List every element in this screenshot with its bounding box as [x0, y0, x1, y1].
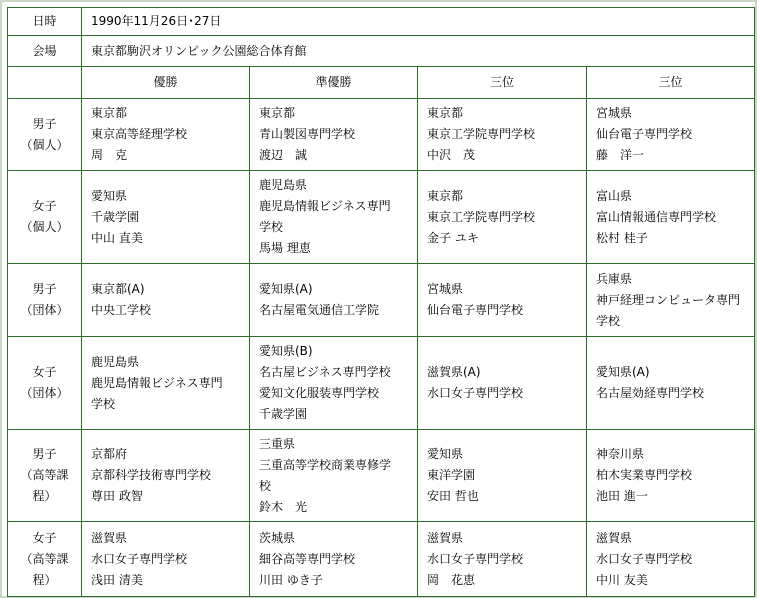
- result-cell-runner-up: [250, 522, 418, 597]
- result-line: 水口女子専門学校: [427, 386, 524, 400]
- result-line: 学校: [259, 220, 284, 234]
- result-line: 水口女子専門学校: [91, 551, 188, 566]
- result-line: 京都府: [91, 447, 128, 461]
- category-label-line: 男子: [32, 447, 57, 461]
- result-line: 青山製図専門学校: [259, 127, 356, 141]
- result-cell-champion: [82, 337, 250, 430]
- date-value: 1990年11月26日･27日: [82, 8, 755, 36]
- result-line: 宮城県: [427, 282, 464, 296]
- result-line: 神戸経理コンピュータ専門: [596, 292, 741, 307]
- category-label-line: 女子: [32, 530, 57, 545]
- result-cell-runner-up: [250, 337, 418, 430]
- venue-value: 東京都駒沢オリンピック公園総合体育館: [82, 36, 755, 67]
- result-rows: [8, 99, 755, 597]
- category-label-line: （個人）: [20, 220, 69, 234]
- result-line: 愛知県: [91, 188, 128, 203]
- result-line: 東京都: [427, 106, 464, 120]
- result-line: 滋賀県: [596, 530, 633, 545]
- result-line: 愛知文化服装専門学校: [259, 386, 380, 400]
- category-label-line: 程）: [32, 572, 57, 587]
- category-label: [8, 99, 82, 171]
- result-line: 愛知県(A): [596, 365, 650, 379]
- result-line: 宮城県: [596, 106, 633, 120]
- result-line: 岡 花恵: [427, 572, 476, 587]
- result-line: 川田 ゆき子: [259, 572, 323, 587]
- venue-label: 会場: [8, 36, 82, 67]
- result-line: 東京都: [259, 106, 296, 120]
- category-label-line: （団体）: [20, 386, 69, 400]
- result-cell-runner-up: [250, 430, 418, 522]
- result-row-women-team: [8, 337, 755, 430]
- category-label-line: （個人）: [20, 137, 69, 152]
- result-line: 名古屋電気通信工学院: [259, 303, 380, 317]
- result-cell-third-b: [587, 337, 755, 430]
- category-label: [8, 264, 82, 337]
- category-label-line: （団体）: [20, 303, 69, 317]
- result-line: 細谷高等専門学校: [259, 551, 356, 566]
- result-line: 中沢 茂: [427, 148, 476, 162]
- result-line: 東京都: [427, 188, 464, 203]
- result-line: 東京高等経理学校: [91, 127, 188, 141]
- result-cell-third-a: [418, 171, 587, 264]
- results-table: [7, 7, 755, 597]
- header-corner: [8, 67, 82, 99]
- venue-row: [8, 36, 755, 67]
- category-label: [8, 522, 82, 597]
- category-label: [8, 337, 82, 430]
- result-row-men-individual: [8, 99, 755, 171]
- header-third-a: 三位: [418, 67, 587, 99]
- result-line: 水口女子専門学校: [427, 551, 524, 566]
- result-cell-third-a: [418, 264, 587, 337]
- result-line: 鹿児島情報ビジネス専門: [91, 375, 223, 390]
- result-cell-champion: [82, 171, 250, 264]
- result-line: 池田 進一: [596, 489, 648, 503]
- category-label-line: 男子: [32, 282, 57, 296]
- category-label-line: 女子: [32, 365, 57, 379]
- result-line: 鹿児島県: [91, 354, 140, 369]
- result-line: 兵庫県: [596, 271, 633, 286]
- result-line: 中山 直美: [91, 230, 143, 245]
- result-line: 愛知県: [427, 447, 464, 461]
- result-line: 東京工学院専門学校: [427, 127, 536, 141]
- result-line: 富山県: [596, 188, 633, 203]
- result-line: 校: [259, 478, 272, 493]
- result-row-women-individual: [8, 171, 755, 264]
- category-label: [8, 171, 82, 264]
- result-line: 金子 ユキ: [427, 230, 479, 245]
- category-label-line: 女子: [32, 199, 57, 213]
- result-cell-runner-up: [250, 99, 418, 171]
- result-line: 仙台電子専門学校: [427, 303, 524, 317]
- result-line: 東京都(A): [91, 282, 145, 296]
- header-third-b: 三位: [587, 67, 755, 99]
- result-line: 東京工学院専門学校: [427, 209, 536, 224]
- result-line: 富山情報通信専門学校: [596, 209, 717, 224]
- result-cell-third-b: [587, 522, 755, 597]
- result-line: 学校: [596, 313, 621, 328]
- result-line: 鈴木 光: [259, 499, 308, 514]
- result-line: 仙台電子専門学校: [596, 127, 693, 141]
- result-line: 中央工学校: [91, 303, 152, 317]
- result-line: 愛知県(A): [259, 282, 313, 296]
- result-cell-champion: [82, 430, 250, 522]
- result-cell-third-b: [587, 264, 755, 337]
- result-line: 千歳学園: [91, 209, 140, 224]
- result-line: 滋賀県: [91, 530, 128, 545]
- result-line: 茨城県: [259, 530, 296, 545]
- date-row: [8, 8, 755, 36]
- result-line: 水口女子専門学校: [596, 551, 693, 566]
- result-line: 柏木実業専門学校: [596, 468, 693, 482]
- result-line: 藤 洋一: [596, 148, 645, 162]
- result-line: 鹿児島情報ビジネス専門: [259, 199, 391, 213]
- result-line: 鹿児島県: [259, 178, 308, 192]
- result-row-men-team: [8, 264, 755, 337]
- result-line: 松村 桂子: [596, 230, 648, 245]
- result-line: 千歳学園: [259, 407, 308, 421]
- result-cell-third-b: [587, 99, 755, 171]
- result-line: 滋賀県: [427, 530, 464, 545]
- result-row-men-highschool: [8, 430, 755, 522]
- result-cell-champion: [82, 99, 250, 171]
- result-line: 尊田 政智: [91, 489, 143, 503]
- result-row-women-highschool: [8, 522, 755, 597]
- result-cell-third-a: [418, 430, 587, 522]
- result-line: 学校: [91, 396, 116, 411]
- result-line: 周 克: [91, 148, 128, 162]
- result-line: 東京都: [91, 106, 128, 120]
- category-label: [8, 430, 82, 522]
- category-label-line: （高等課: [20, 551, 69, 566]
- result-line: 中川 友美: [596, 572, 648, 587]
- result-cell-champion: [82, 264, 250, 337]
- result-line: 馬場 理恵: [259, 241, 311, 255]
- date-label: 日時: [8, 8, 82, 36]
- result-cell-champion: [82, 522, 250, 597]
- result-line: 東洋学園: [427, 468, 476, 482]
- result-cell-third-a: [418, 522, 587, 597]
- result-line: 京都科学技術専門学校: [91, 468, 212, 482]
- header-row: [8, 67, 755, 99]
- result-line: 名古屋効経専門学校: [596, 386, 705, 400]
- result-line: 三重高等学校商業専修学: [259, 457, 392, 472]
- result-line: 安田 哲也: [427, 489, 479, 503]
- result-line: 神奈川県: [596, 447, 645, 461]
- header-champion: 優勝: [82, 67, 250, 99]
- result-line: 愛知県(B): [259, 344, 313, 358]
- result-cell-third-b: [587, 430, 755, 522]
- category-label-line: 男子: [32, 116, 57, 131]
- category-label-line: 程）: [32, 489, 57, 503]
- category-label-line: （高等課: [20, 468, 69, 482]
- result-line: 名古屋ビジネス専門学校: [259, 365, 391, 379]
- result-line: 渡辺 誠: [259, 148, 308, 162]
- result-line: 滋賀県(A): [427, 365, 481, 379]
- result-cell-third-a: [418, 337, 587, 430]
- header-runner-up: 準優勝: [250, 67, 418, 99]
- result-line: 三重県: [259, 436, 296, 451]
- result-cell-third-b: [587, 171, 755, 264]
- result-cell-runner-up: [250, 171, 418, 264]
- result-line: 浅田 清美: [91, 572, 143, 587]
- result-cell-third-a: [418, 99, 587, 171]
- result-cell-runner-up: [250, 264, 418, 337]
